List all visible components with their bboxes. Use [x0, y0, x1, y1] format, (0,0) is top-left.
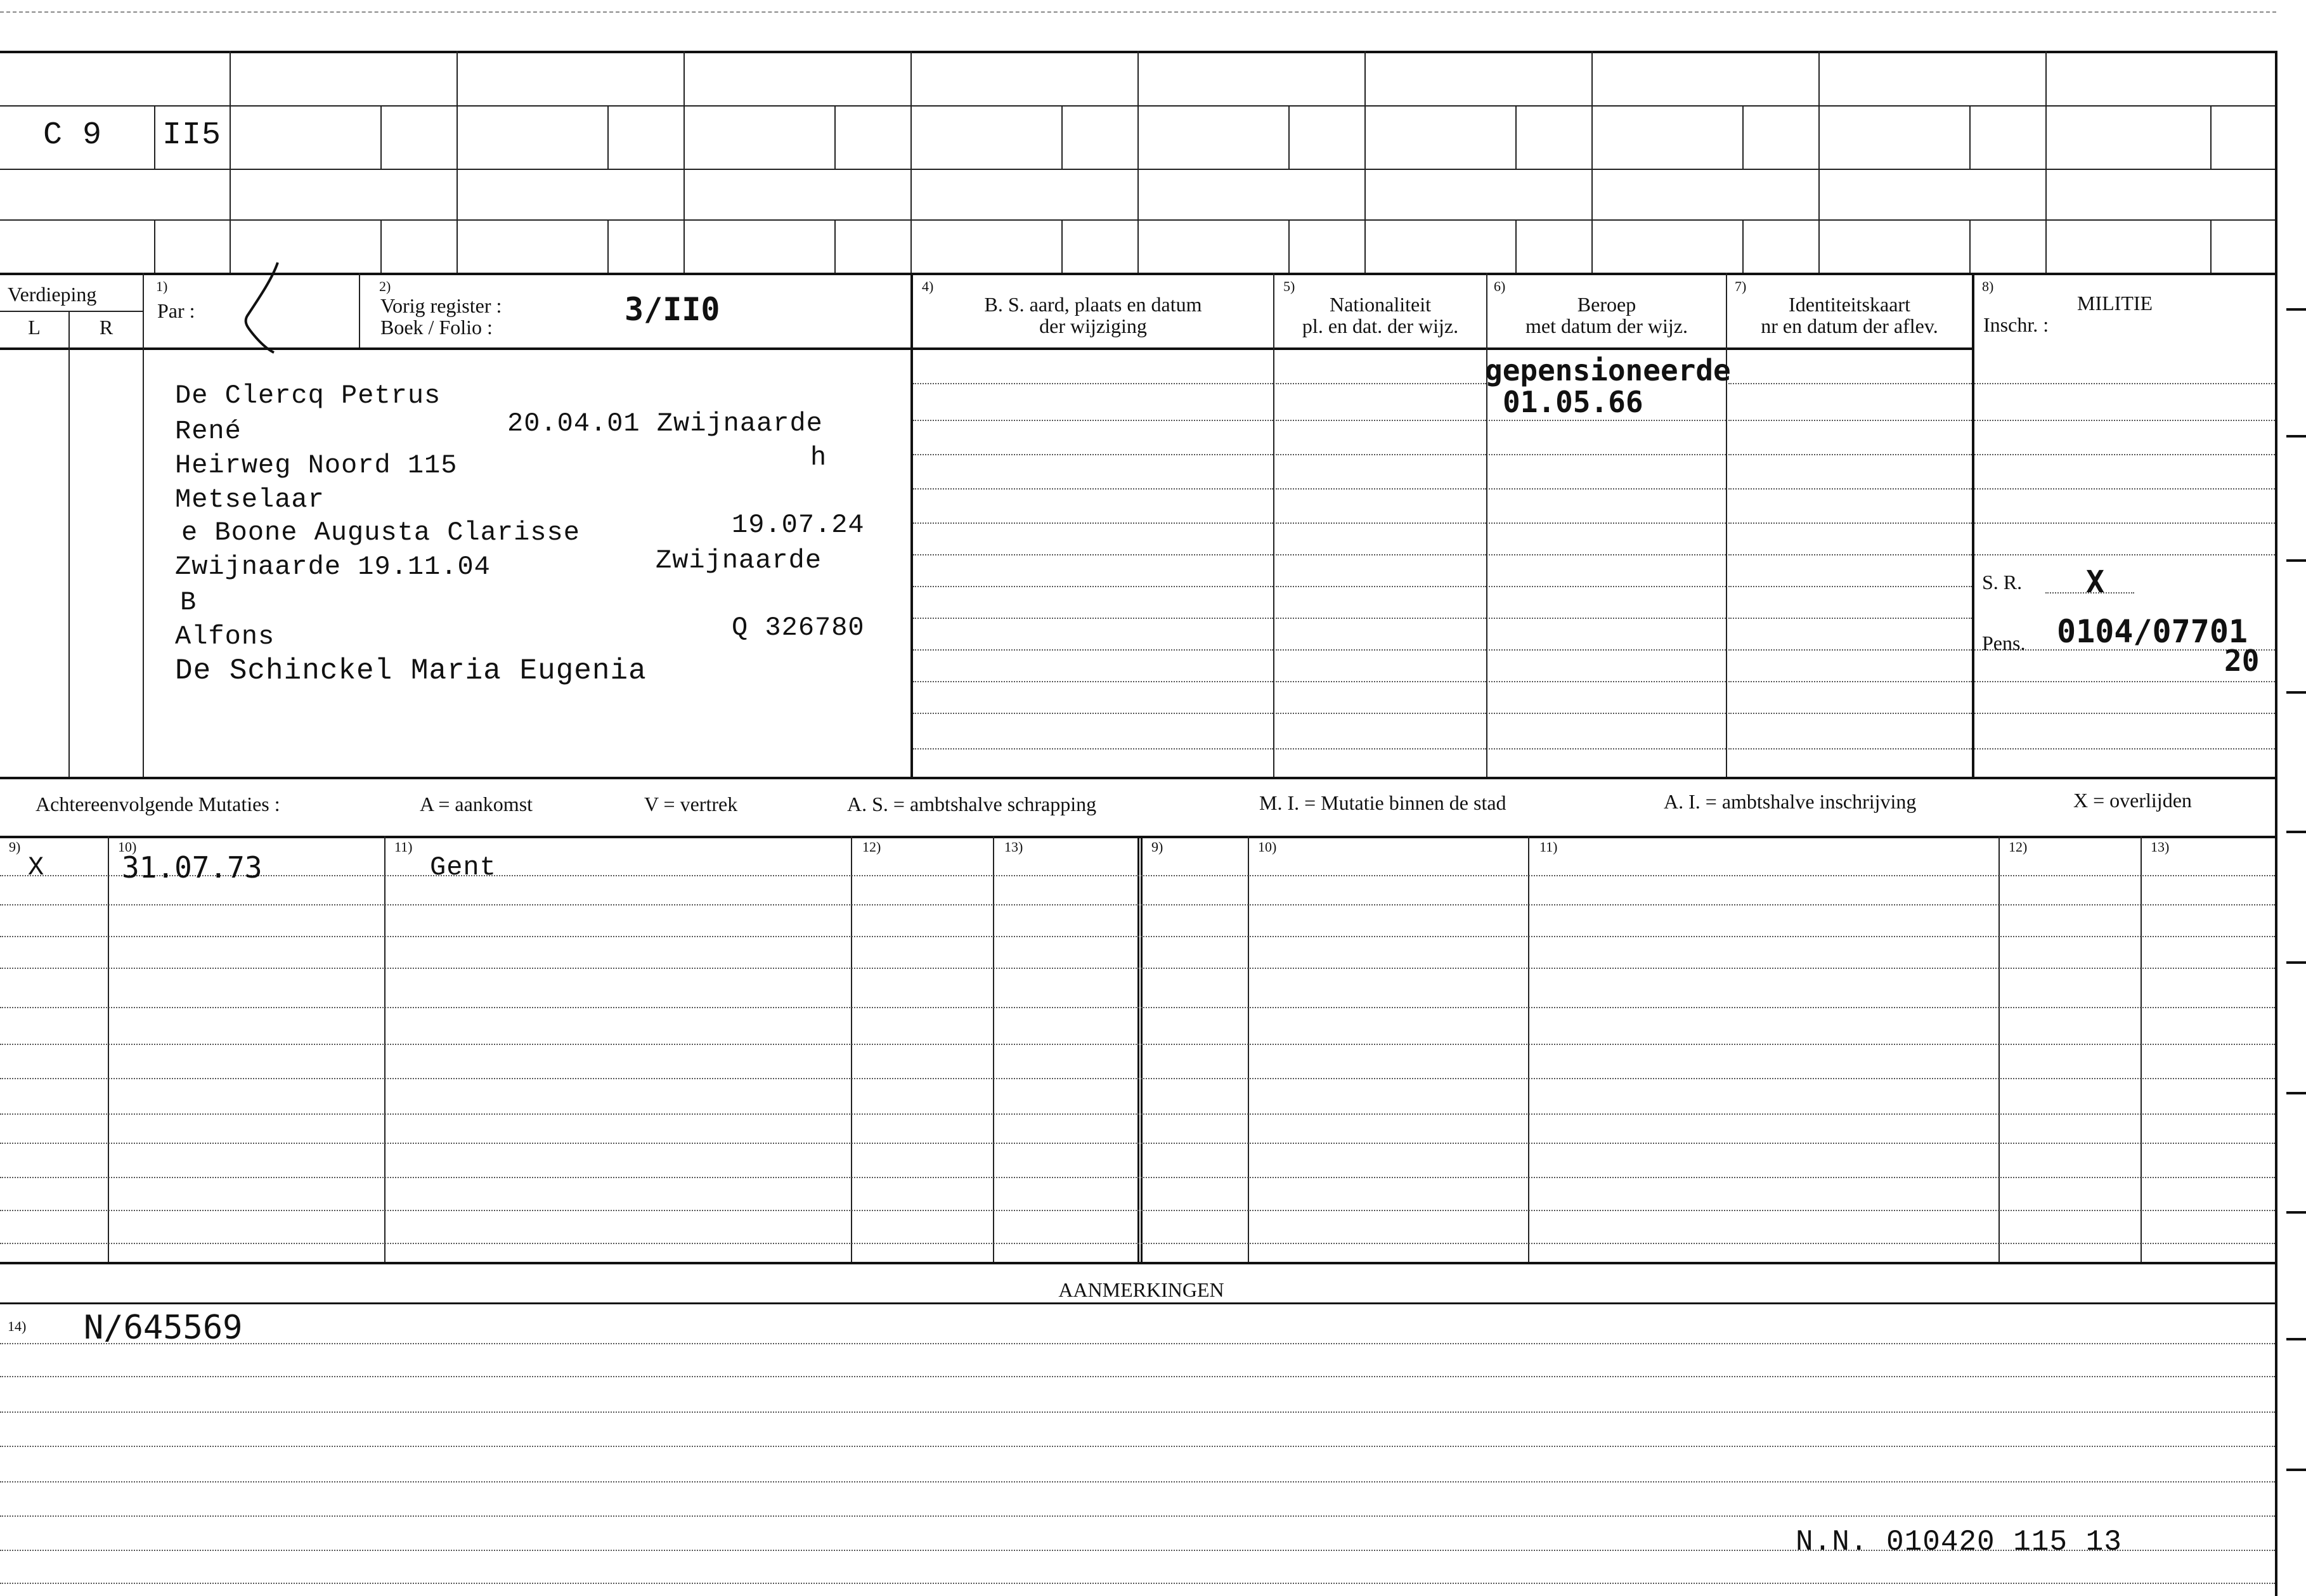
mut-col9-left: 9)	[9, 839, 21, 855]
mut-col13-left: 13)	[1004, 839, 1023, 855]
nat-header-line2: pl. en dat. der wijz.	[1302, 315, 1459, 337]
par-label: Par :	[157, 299, 195, 322]
mut-col13-right: 13)	[2151, 839, 2170, 855]
legend-as: A. S. = ambtshalve schrapping	[847, 793, 1097, 815]
person-name: De Clercq Petrus	[175, 380, 441, 411]
mut-col12-left: 12)	[862, 839, 881, 855]
militie-num: 8)	[1982, 278, 1994, 294]
legend-x: X = overlijden	[2073, 789, 2192, 812]
person-firstname: René	[175, 416, 242, 446]
person-address: Heirweg Noord 115	[175, 450, 458, 481]
person-spouse-place: Zwijnaarde	[656, 545, 822, 576]
militie-label: MILITIE	[2077, 292, 2153, 315]
aanmerkingen-num: 14)	[8, 1318, 27, 1334]
person-occupation: Metselaar	[175, 484, 325, 515]
mut-col11-right: 11)	[1539, 839, 1558, 855]
pens-sub: 20	[2224, 644, 2260, 678]
mut-col11-left: 11)	[394, 839, 413, 855]
bs-header-line2: der wijziging	[1039, 315, 1147, 337]
pens-value: 0104/07701	[2057, 613, 2248, 650]
beroep-header-line1: Beroep	[1577, 293, 1636, 316]
id-header-line2: nr en datum der aflev.	[1761, 315, 1938, 337]
pens-label: Pens.	[1982, 632, 2026, 654]
person-mother: De Schinckel Maria Eugenia	[175, 654, 647, 687]
legend-v: V = vertrek	[644, 793, 738, 815]
bs-header-line1: B. S. aard, plaats en datum	[984, 293, 1202, 316]
mutaties-title: Achtereenvolgende Mutaties :	[36, 793, 280, 815]
boek-folio-label: Boek / Folio :	[380, 316, 493, 339]
mut-entry-date: 31.07.73	[122, 850, 262, 885]
sr-value: X	[2086, 564, 2104, 600]
person-spouse-date: 19.07.24	[732, 510, 865, 540]
beroep-num: 6)	[1494, 278, 1506, 294]
id-header-line1: Identiteitskaart	[1789, 293, 1910, 316]
mut-col10-left: 10)	[118, 839, 137, 855]
person-father: Alfons	[175, 621, 275, 652]
mut-entry-type: X	[28, 852, 45, 883]
aanmerkingen-title: AANMERKINGEN	[1058, 1278, 1224, 1301]
top-number: II5	[162, 117, 222, 153]
aanmerkingen-value: N/645569	[84, 1309, 243, 1347]
mut-col9-right: 9)	[1151, 839, 1163, 855]
nn-number: N.N. 010420 115 13	[1796, 1526, 2122, 1559]
r-label: R	[99, 316, 113, 339]
nat-num: 5)	[1283, 278, 1295, 294]
top-code: C 9	[43, 117, 103, 153]
legend-mi: M. I. = Mutatie binnen de stad	[1259, 791, 1506, 814]
person-b: B	[180, 587, 197, 618]
sr-label: S. R.	[1982, 571, 2023, 594]
l-label: L	[28, 316, 41, 339]
person-spouse-birth: Zwijnaarde 19.11.04	[175, 552, 491, 582]
person-spouse: e Boone Augusta Clarisse	[181, 517, 580, 548]
legend-a: A = aankomst	[420, 793, 533, 815]
person-h-marker: h	[810, 443, 827, 473]
person-code: Q 326780	[732, 613, 865, 643]
inschr-label: Inschr. :	[1983, 313, 2049, 336]
legend-ai: A. I. = ambtshalve inschrijving	[1664, 790, 1917, 813]
vorig-num: 2)	[379, 278, 391, 294]
vorig-register-label: Vorig register :	[380, 294, 502, 317]
par-num: 1)	[156, 278, 168, 294]
mut-col10-right: 10)	[1258, 839, 1277, 855]
beroep-value: gepensioneerde	[1485, 353, 1731, 387]
verdieping-label: Verdieping	[8, 283, 97, 306]
id-num: 7)	[1735, 278, 1747, 294]
vorig-register-value: 3/II0	[625, 291, 720, 328]
mut-col12-right: 12)	[2009, 839, 2028, 855]
beroep-date: 01.05.66	[1503, 385, 1643, 419]
bs-num: 4)	[922, 278, 934, 294]
mut-entry-place: Gent	[430, 852, 496, 883]
person-birth: 20.04.01 Zwijnaarde	[507, 408, 823, 439]
par-handwritten-mark	[235, 259, 292, 354]
beroep-header-line2: met datum der wijz.	[1525, 315, 1688, 337]
nat-header-line1: Nationaliteit	[1330, 293, 1431, 316]
